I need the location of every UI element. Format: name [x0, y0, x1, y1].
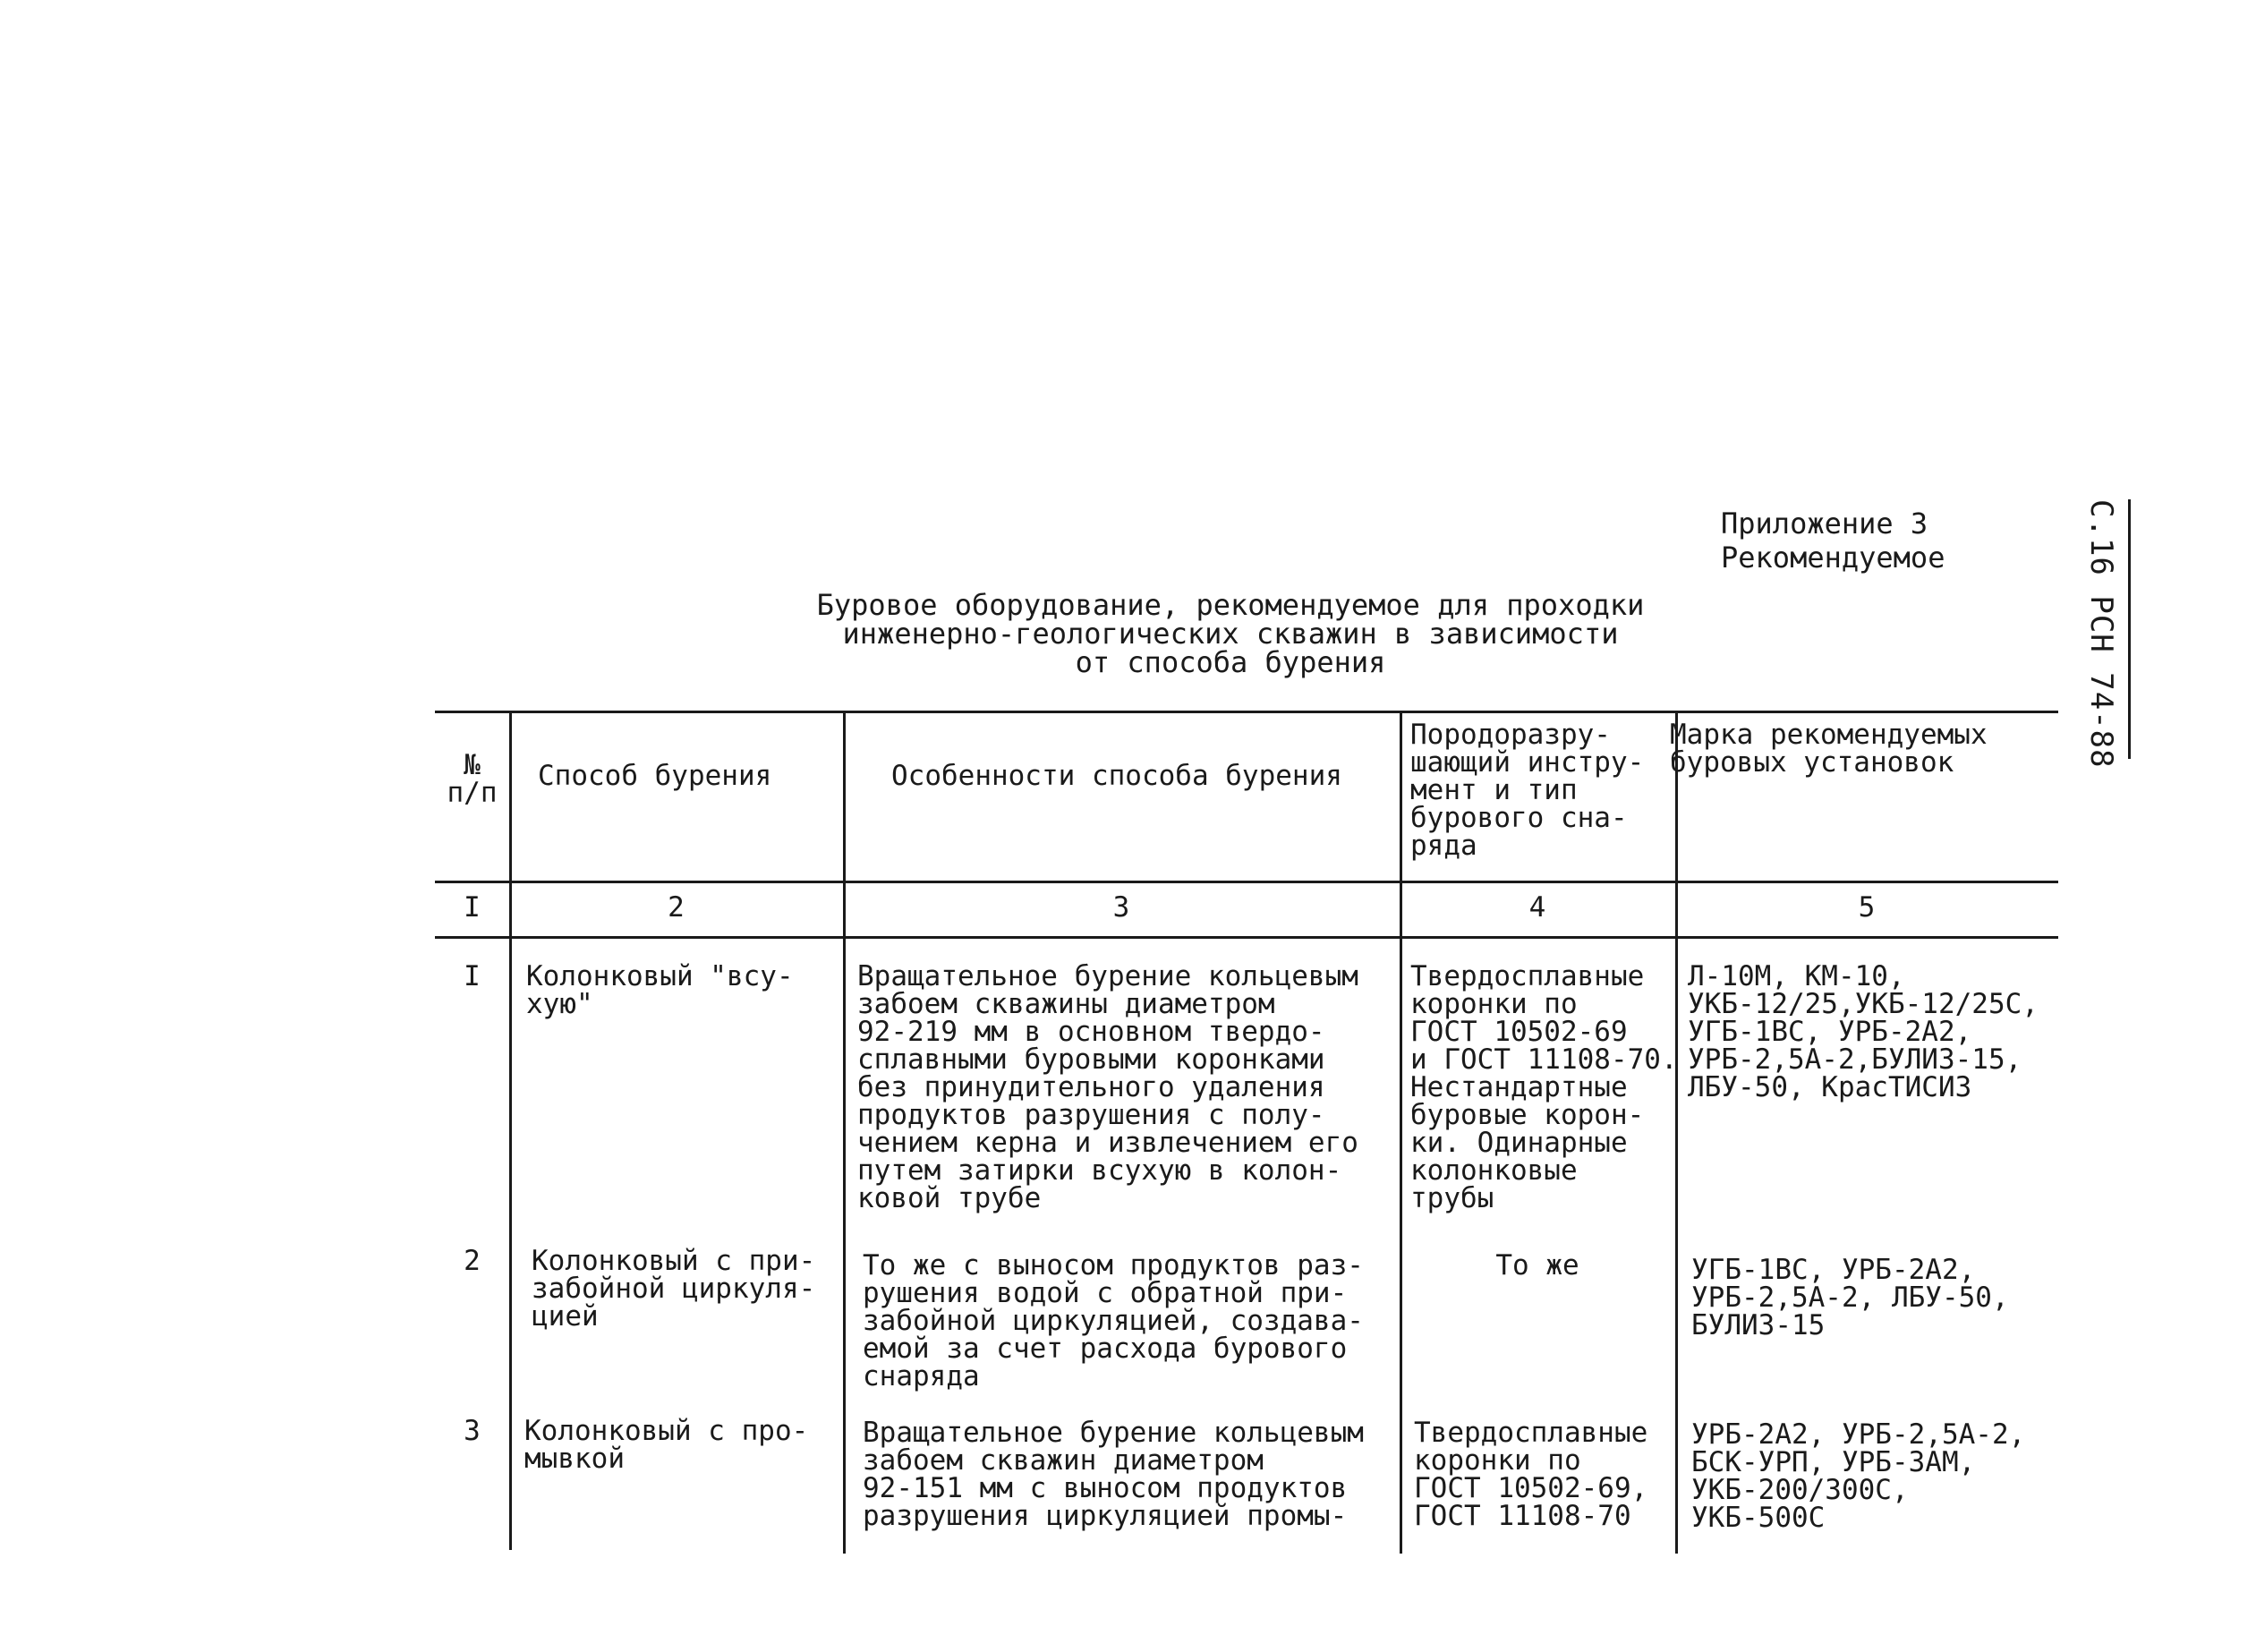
row-3-rigs: УРБ-2А2, УРБ-2,5А-2, БСК-УРП, УРБ-3АМ, УКБ-200/300С, УКБ-500С: [1691, 1418, 2026, 1534]
table-top-rule: [435, 711, 2058, 713]
title-line-1: Буровое оборудование, рекомендуемое для проходки: [816, 588, 1645, 622]
row-3-tool: Твердосплавные коронки по ГОСТ 10502-69, ГОСТ 11108-70: [1414, 1417, 1648, 1532]
colnum-1: I: [464, 891, 481, 924]
appendix-label: [1721, 507, 1945, 575]
header-method: Способ бурения: [538, 760, 772, 792]
header-features: Особенности способа бурения: [891, 760, 1342, 792]
row-1-method: Колонковый "всу- хую": [526, 960, 794, 1020]
colnum-5: 5: [1858, 891, 1876, 924]
table-title: [734, 588, 1727, 679]
title-line-3: от способа бурения: [1075, 645, 1386, 679]
row-3-num: 3: [464, 1415, 481, 1447]
header-bottom-rule: [435, 881, 2058, 883]
col-divider-2: [843, 711, 846, 1554]
row-1-tool: Твердосплавные коронки по ГОСТ 10502-69 и ГОСТ 11108-70. Нестандартные буровые корон- ки. Одинарные колонковые трубы: [1410, 960, 1678, 1214]
row-1-num: I: [464, 960, 481, 992]
page-code: [2081, 499, 2131, 769]
col-divider-1: [509, 711, 512, 1550]
equipment-table: [435, 711, 2058, 1552]
header-num: № п/п: [447, 749, 498, 809]
row-3-features: Вращательное бурение кольцевым забоем скважин диаметром 92-151 мм с выносом продуктов разрушения циркуляцией промы-: [863, 1417, 1364, 1532]
colnum-3: 3: [1112, 891, 1130, 924]
colnum-bottom-rule: [435, 936, 2058, 939]
appendix-status: Рекомендуемое: [1721, 541, 1945, 575]
row-2-num: 2: [464, 1245, 481, 1277]
row-2-features: То же с выносом продуктов раз- рушения водой с обратной при- забойной циркуляцией, создава- емой за счет расхода бурового снаряда: [863, 1249, 1364, 1392]
row-1-rigs: Л-10М, КМ-10, УКБ-12/25,УКБ-12/25С, УГБ-1ВС, УРБ-2А2, УРБ-2,5А-2,БУЛИЗ-15, ЛБУ-50, КрасТИСИЗ: [1688, 960, 2039, 1103]
header-tool: Породоразру- шающий инстру- мент и тип бурового сна- ряда: [1410, 719, 1645, 862]
row-2-rigs: УГБ-1ВС, УРБ-2А2, УРБ-2,5А-2, ЛБУ-50, БУЛИЗ-15: [1691, 1254, 2009, 1341]
row-2-tool: То же: [1495, 1249, 1579, 1282]
row-2-method: Колонковый с при- забойной циркуля- цией: [532, 1245, 816, 1333]
title-line-2: инженерно-геологических скважин в зависимости: [842, 617, 1619, 651]
header-rigs: Марка рекомендуемых буровых установок: [1670, 719, 1988, 779]
col-divider-3: [1400, 711, 1402, 1554]
appendix-number: Приложение 3: [1721, 507, 1928, 541]
page-code-text: С.16 РСН 74-88: [2083, 499, 2119, 769]
colnum-2: 2: [668, 891, 685, 924]
row-3-method: Колонковый с про- мывкой: [524, 1415, 809, 1475]
row-1-features: Вращательное бурение кольцевым забоем скважины диаметром 92-219 мм в основном твердо- сплавными буровыми коронками без принудительного удаления продуктов разрушения с полу- чением керна и извлечением его путем затирки всухую в колон- ковой трубе: [857, 960, 1358, 1214]
colnum-4: 4: [1528, 891, 1546, 924]
